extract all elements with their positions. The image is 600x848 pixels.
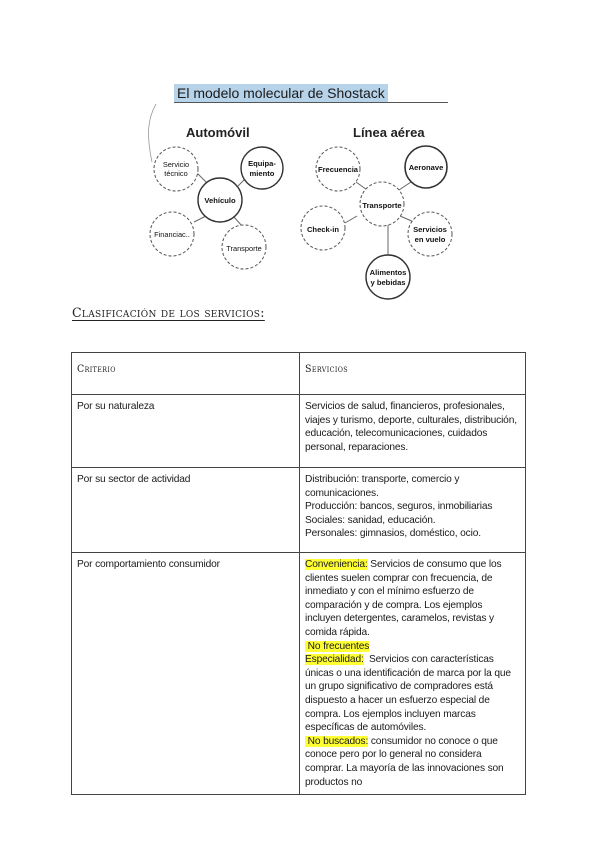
conveniencia-text: Servicios de consumo que los clientes suelen comprar con frecuencia, de inmediato y con el mínimo esfuerzo de comparación y de compra. Los ejemplos incluyen detergentes, caramelos, revistas y comida rápida. (305, 559, 502, 638)
node-servicios-en-vuelo (408, 212, 452, 256)
especialidad-text: Servicios con características únicas o una identificación de marca por la que un grupo significativo de compradores está dispuesto a hacer un esfuerzo especial de compra. Los ejemplos incluyen marcas específicas de automóviles. (305, 654, 514, 734)
node-label: miento (249, 169, 275, 178)
cell-servicios (300, 553, 526, 795)
cell-criterio: Por su sector de actividad (72, 468, 300, 553)
title-divider (174, 102, 448, 103)
node-alimentos-bebidas (366, 255, 410, 299)
shostack-molecular-diagram (138, 112, 468, 302)
table-row (72, 468, 526, 553)
node-label: y bebidas (370, 278, 406, 287)
node-label: Check-in (306, 225, 340, 234)
especialidad-block (305, 654, 514, 733)
highlight-no-buscados: No buscados: (305, 735, 369, 747)
highlight-conveniencia: Conveniencia: (305, 559, 368, 570)
molecular-model-svg (138, 112, 468, 302)
sector-line: Distribución: transporte, comercio y comunicaciones. (305, 474, 460, 499)
node-label: Servicio (162, 160, 190, 169)
node-label: en vuelo (414, 235, 446, 244)
no-buscados-text: consumidor no conoce o que conoce pero por lo general no considera comprar. La mayoría de las innovaciones son productos no (305, 735, 504, 788)
node-label: Frecuencia (317, 165, 359, 174)
diagram-title: El modelo molecular de Shostack (174, 84, 388, 103)
header-criterio: Criterio (72, 353, 300, 395)
highlight-especialidad: Especialidad: (305, 654, 364, 666)
node-center-label: Vehículo (204, 196, 236, 205)
highlight-no-frecuentes: No frecuentes (305, 640, 370, 652)
node-center-label: Transporte (362, 201, 402, 210)
sector-line: Producción: bancos, seguros, inmobiliarias (305, 501, 493, 513)
node-label: Aeronave (408, 163, 444, 172)
node-label: Transporte (226, 244, 262, 253)
services-table (71, 352, 526, 795)
node-label: Alimentos (369, 268, 407, 277)
node-label: Servicios (413, 225, 447, 234)
no-buscados-block (305, 735, 520, 789)
node-label: Financiac.. (154, 230, 190, 239)
cell-criterio: Por comportamiento consumidor (72, 553, 300, 795)
cell-servicios: Servicios de salud, financieros, profesionales, viajes y turismo, deporte, culturales, distribución, educación, telecomunicaciones, cuidados personal, reparaciones. (300, 395, 526, 468)
conveniencia-block (305, 559, 501, 638)
node-label: Equipa- (248, 159, 276, 168)
cell-criterio: Por su naturaleza (72, 395, 300, 468)
cell-servicios (300, 468, 526, 553)
node-equipamiento (241, 147, 283, 189)
linea-aerea-heading: Línea aérea (353, 125, 425, 140)
section-heading: Clasificación de los servicios: (72, 305, 265, 320)
no-frecuentes-line (305, 640, 520, 654)
sector-line: Personales: gimnasios, doméstico, ocio. (305, 528, 481, 540)
table-header-row (72, 353, 526, 395)
table-row (72, 553, 526, 795)
header-servicios: Servicios (300, 353, 526, 395)
table-row (72, 395, 526, 468)
sector-line: Sociales: sanidad, educación. (305, 514, 436, 526)
node-label: técnico (164, 169, 188, 178)
automovil-heading: Automóvil (186, 125, 250, 140)
